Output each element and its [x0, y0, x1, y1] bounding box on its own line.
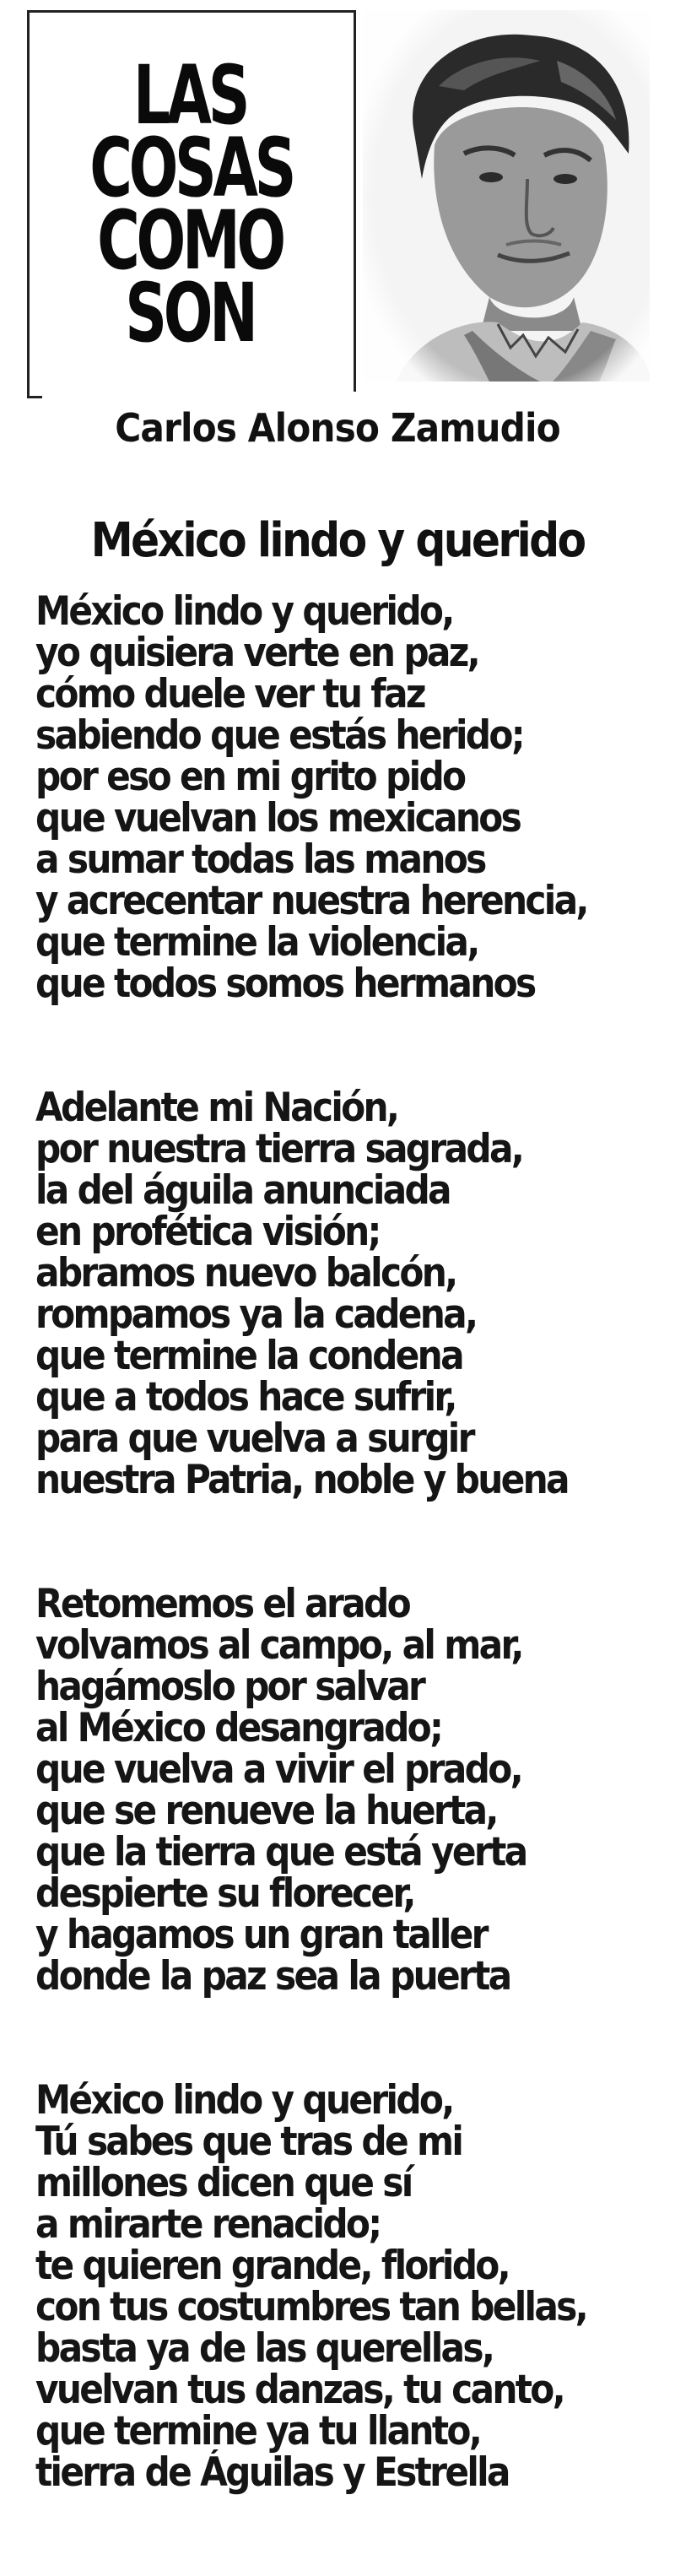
poem-line: sabiendo que estás herido; [35, 712, 523, 759]
stanza [35, 1087, 660, 1501]
poem-line: nuestra Patria, noble y buena [35, 1457, 568, 1503]
author-photo [363, 10, 650, 382]
stanza [35, 588, 660, 1007]
poem-line: volvamos al campo, al mar, [35, 1622, 522, 1669]
poem-line: que todos somos hermanos [35, 961, 535, 1007]
poem-line: que la tierra que está yerta [35, 1829, 526, 1875]
poem-line: Adelante mi Nación, [35, 1085, 398, 1131]
poem-line: basta ya de las querellas, [35, 2325, 494, 2372]
poem-line: que vuelvan los mexicanos [35, 795, 521, 842]
poem-line: con tus costumbres tan bellas, [35, 2284, 587, 2330]
poem-line: que termine la violencia, [35, 919, 478, 966]
poem-line: y acrecentar nuestra herencia, [35, 878, 587, 924]
poem-line: te quieren grande, florido, [35, 2243, 510, 2289]
column-title: LAS COSAS COMO SON [89, 48, 294, 360]
poem-line: a sumar todas las manos [35, 836, 485, 883]
poem-line: por nuestra tierra sagrada, [35, 1126, 523, 1172]
poem-line: por eso en mi grito pido [35, 754, 465, 800]
poem-line: rompamos ya la cadena, [35, 1291, 477, 1338]
poem-title: México lindo y querido [90, 513, 585, 568]
poem-line: millones dicen que sí [35, 2160, 412, 2206]
poem-line: que termine ya tu llanto, [35, 2408, 481, 2454]
poem-line: abramos nuevo balcón, [35, 1250, 456, 1296]
poem-line: vuelvan tus danzas, tu canto, [35, 2367, 564, 2413]
poem-line: y hagamos un gran taller [35, 1912, 487, 1958]
poem-line: la del águila anunciada [35, 1167, 450, 1214]
masthead-corner-rule [27, 382, 42, 398]
poem-line: México lindo y querido, [35, 588, 453, 635]
poem-line: Tú sabes que tras de mi [35, 2119, 462, 2165]
poem-line: despierte su florecer, [35, 1870, 414, 1917]
stanza [35, 1581, 660, 2000]
poem-line: yo quisiera verte en paz, [35, 630, 479, 676]
poem-line: que se renueve la huerta, [35, 1788, 497, 1834]
author-name: Carlos Alonso Zamudio [115, 405, 560, 451]
poem-line: donde la paz sea la puerta [35, 1953, 510, 2000]
poem-line: Retomemos el arado [35, 1581, 409, 1627]
poem-line: hagámoslo por salvar [35, 1664, 424, 1710]
poem-line: México lindo y querido, [35, 2077, 453, 2124]
poem-line: para que vuelva a surgir [35, 1415, 473, 1462]
poem-line: en profética visión; [35, 1209, 380, 1255]
poem-body [35, 588, 660, 2576]
poem-line: que a todos hace sufrir, [35, 1374, 456, 1421]
poem-line: que vuelva a vivir el prado, [35, 1746, 521, 1793]
poem-line: a mirarte renacido; [35, 2201, 381, 2248]
poem-line: que termine la condena [35, 1333, 462, 1379]
poem-line: al México desangrado; [35, 1705, 442, 1751]
poem-line: tierra de Águilas y Estrella [35, 2449, 509, 2496]
poem-line: cómo duele ver tu faz [35, 671, 424, 717]
stanza [35, 2077, 660, 2496]
